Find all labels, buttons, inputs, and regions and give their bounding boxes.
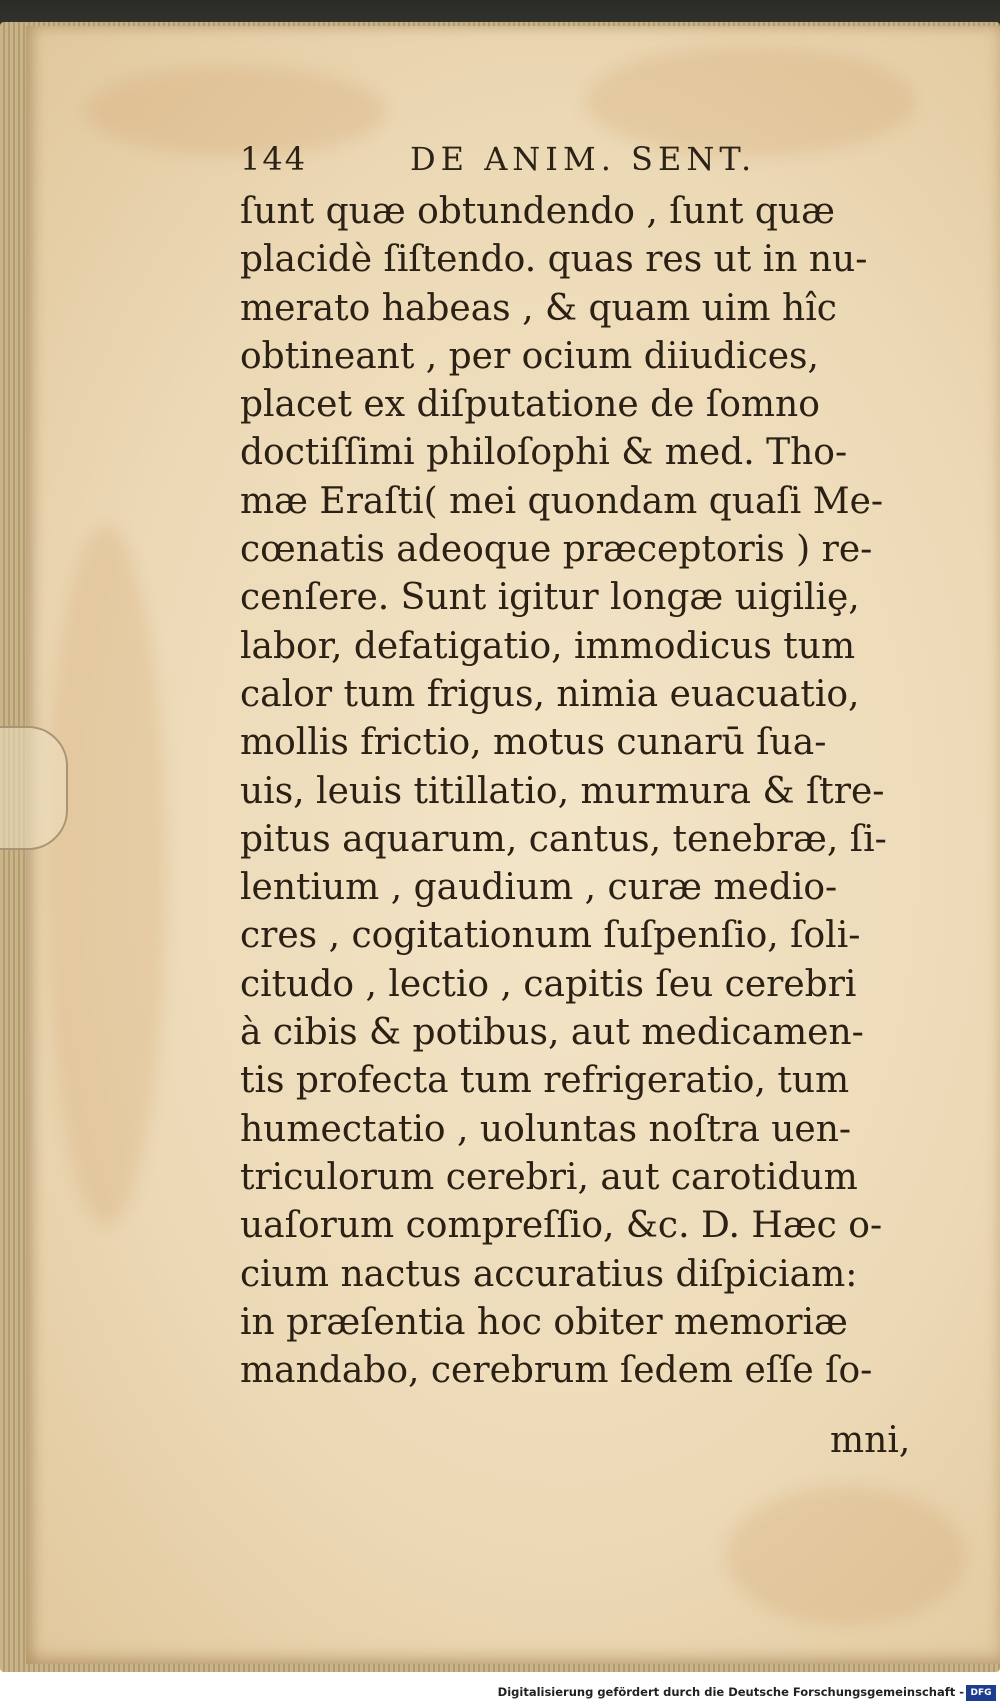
text-line: ſunt quæ obtundendo , ſunt quæ	[240, 191, 835, 232]
text-line: obtineant , per ocium diiudices,	[240, 335, 819, 377]
text-line: in præſentia hoc obiter memoriæ	[240, 1301, 848, 1343]
text-line: calor tum frigus, nimia euacuatio,	[240, 673, 860, 715]
text-line: pitus aquarum, cantus, tenebræ, ſi-	[240, 818, 887, 860]
text-line: à cibis & potibus, aut medicamen-	[240, 1012, 864, 1054]
text-line: placidè ſiſtendo. quas res ut in nu-	[240, 239, 868, 281]
dfg-logo: DFG	[966, 1685, 996, 1701]
catchword: mni,	[830, 1420, 911, 1461]
body-text	[240, 188, 920, 1395]
text-line: cres , cogitationum ſuſpenſio, ſoli-	[240, 915, 861, 957]
page-number: 144	[240, 140, 308, 178]
funding-credit: Digitalisierung gefördert durch die Deutsche Forschungsgemeinschaft -	[497, 1685, 964, 1699]
text-line: lentium , gaudium , curæ medio-	[240, 867, 838, 909]
text-line: mandabo, cerebrum ſedem eſſe ſo-	[240, 1350, 873, 1392]
text-line: cium nactus accuratius diſpiciam:	[240, 1253, 858, 1295]
text-line: mæ Eraſti( mei quondam quaſi Me-	[240, 480, 884, 522]
text-line: placet ex diſputatione de ſomno	[240, 384, 820, 426]
page-clip	[0, 726, 68, 850]
text-line: uis, leuis titillatio, murmura & ſtre-	[240, 770, 885, 812]
text-line: labor, defatigatio, immodicus tum	[240, 625, 856, 667]
paper-stain	[46, 526, 166, 1226]
text-line: merato habeas , & quam uim hîc	[240, 287, 837, 329]
text-line: cœnatis adeoque præceptoris ) re-	[240, 529, 873, 571]
text-line: tis profecta tum refrigeratio, tum	[240, 1060, 850, 1102]
text-line: citudo , lectio , capitis ſeu cerebri	[240, 963, 857, 1005]
text-line: cenſere. Sunt igitur longæ uigiliȩ,	[240, 577, 860, 619]
text-line: mollis frictio, motus cunarū ſua-	[240, 722, 827, 764]
running-head	[240, 140, 830, 192]
running-head-title: DE ANIM. SENT.	[410, 140, 757, 178]
footer-bar	[0, 1683, 1000, 1705]
paper-stain	[726, 1486, 966, 1626]
text-line: doctiſſimi philoſophi & med. Tho-	[240, 432, 848, 474]
text-line: humectatio , uoluntas noſtra uen-	[240, 1108, 852, 1150]
text-line: triculorum cerebri, aut carotidum	[240, 1156, 858, 1198]
text-line: uaſorum compreſſio, &c. D. Hæc o-	[240, 1205, 883, 1247]
